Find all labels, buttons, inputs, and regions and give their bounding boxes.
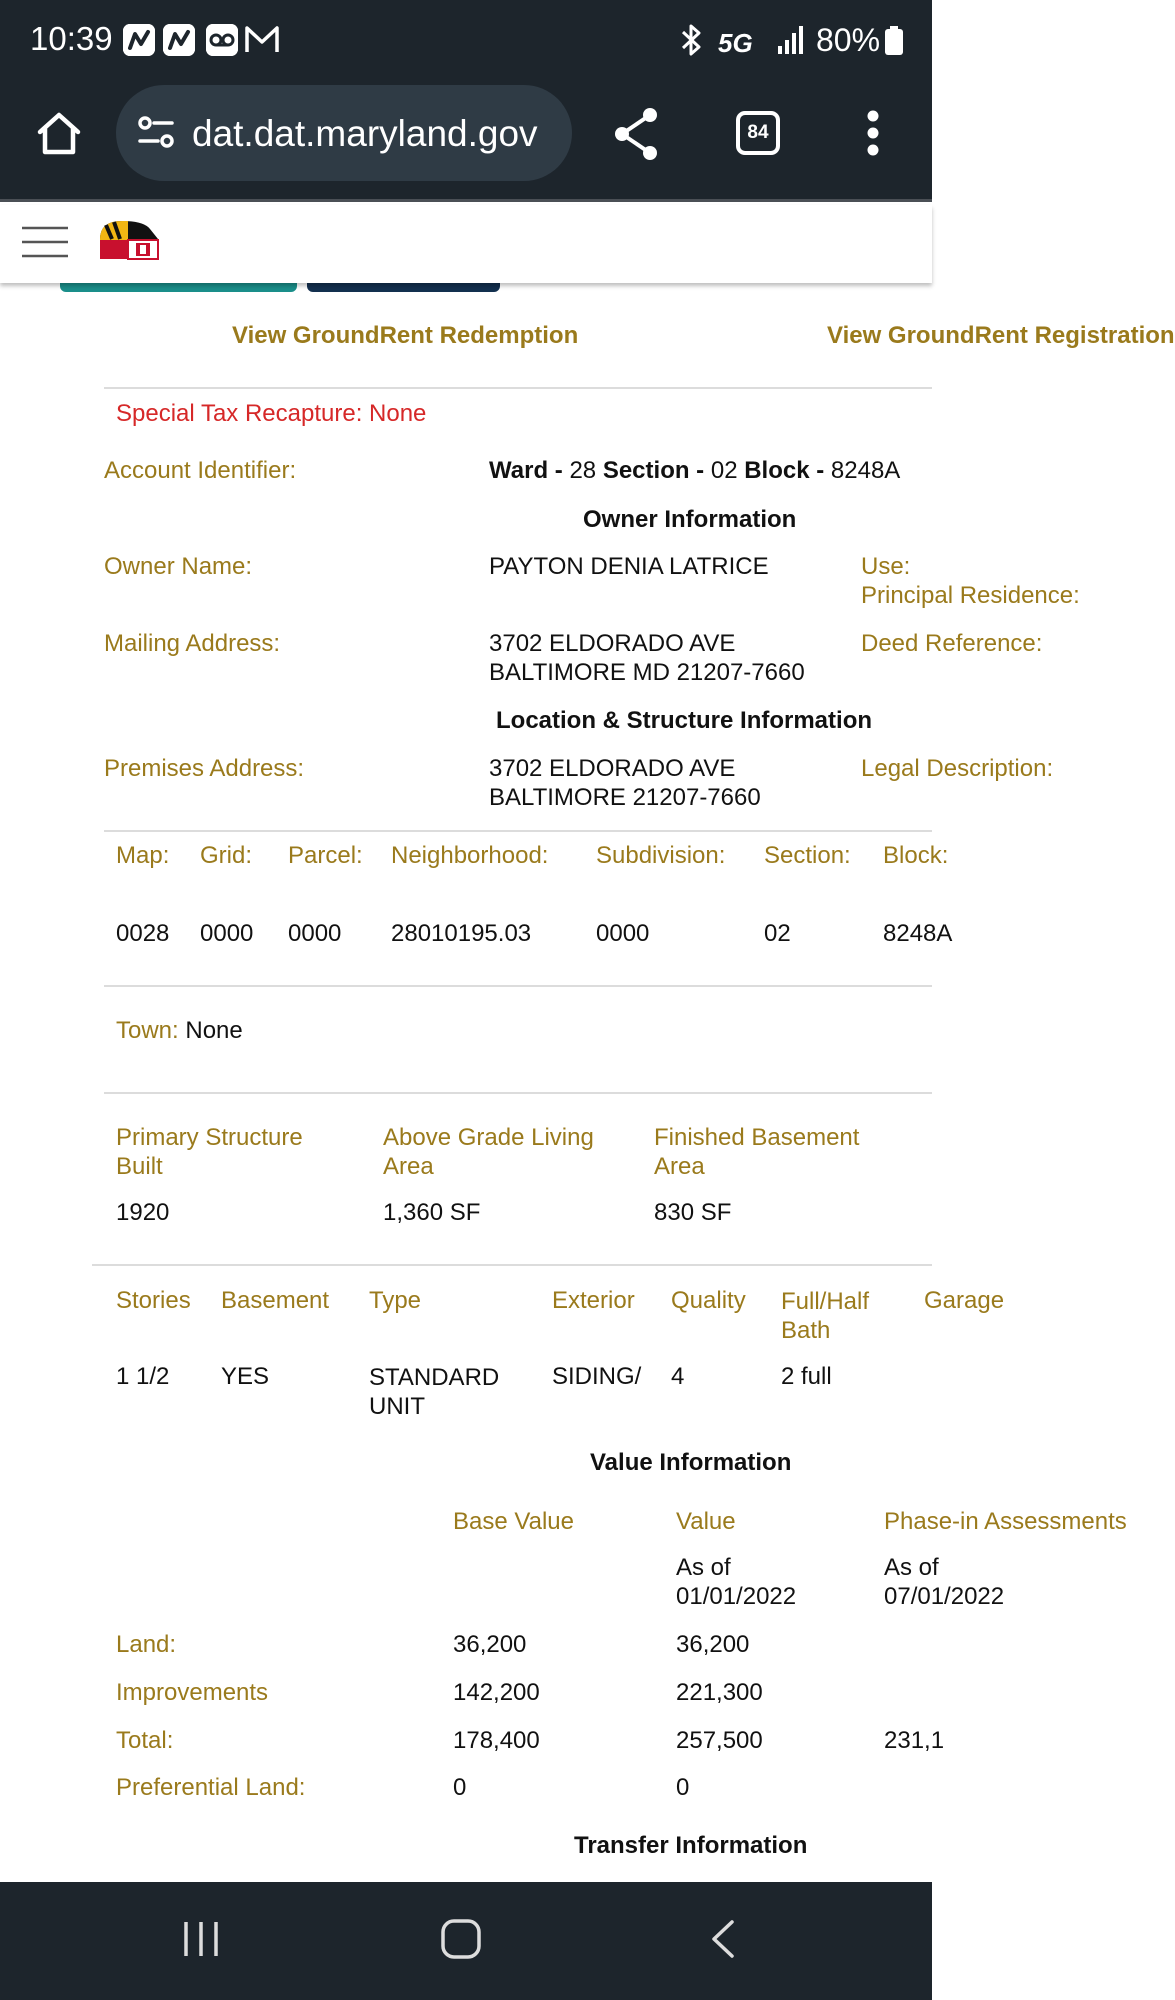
mailing-address-line2: BALTIMORE MD 21207-7660: [489, 659, 805, 686]
view-groundrent-redemption-link[interactable]: View GroundRent Redemption: [232, 322, 579, 349]
divider: [92, 1264, 932, 1266]
address-bar[interactable]: [116, 85, 572, 181]
recent-apps-icon[interactable]: [180, 1918, 222, 1965]
section-label: Section -: [602, 457, 705, 484]
deed-reference-label: Deed Reference:: [861, 630, 1043, 657]
divider: [104, 1092, 932, 1094]
subdivision-header: Subdivision:: [596, 842, 726, 869]
browser-toolbar: [0, 82, 932, 202]
special-tax-recapture: Special Tax Recapture: None: [116, 400, 427, 427]
finished-basement-area-value: 830 SF: [654, 1199, 732, 1226]
owner-name-label: Owner Name:: [104, 553, 253, 580]
garage-header: Garage: [924, 1287, 1005, 1314]
quality-header: Quality: [671, 1287, 746, 1314]
stories-value: 1 1/2: [116, 1363, 170, 1390]
notification-app-icon: [123, 24, 155, 56]
town-row: [116, 1017, 243, 1045]
town-value: None: [185, 1017, 243, 1044]
site-header: [0, 205, 932, 283]
bluetooth-icon: [678, 22, 706, 66]
view-groundrent-registration-link[interactable]: View GroundRent Registration: [827, 322, 1175, 349]
more-vert-icon[interactable]: [866, 110, 880, 161]
hamburger-menu-icon[interactable]: [22, 225, 68, 264]
network-type: 5G: [718, 28, 753, 58]
mailing-address-label: Mailing Address:: [104, 630, 281, 657]
value-header: Value: [676, 1508, 736, 1535]
maryland-flag-logo[interactable]: [92, 215, 164, 270]
parcel-value: 0000: [288, 920, 342, 947]
status-bar: [0, 0, 932, 82]
grid-header: Grid:: [200, 842, 253, 869]
improvements-label: Improvements: [116, 1679, 269, 1706]
stories-header: Stories: [116, 1287, 191, 1314]
tabs-icon[interactable]: 84: [736, 111, 780, 155]
principal-residence-label: Principal Residence:: [861, 582, 1080, 609]
neighborhood-value: 28010195.03: [391, 920, 532, 947]
map-header: Map:: [116, 842, 170, 869]
type-header: Type: [369, 1287, 422, 1314]
parcel-header: Parcel:: [288, 842, 363, 869]
map-value: 0028: [116, 920, 170, 947]
value-information-heading: Value Information: [590, 1449, 792, 1476]
phase-as-of-date: 07/01/2022: [884, 1583, 1005, 1610]
block-value: 8248A: [830, 457, 901, 484]
block-label: Block -: [744, 457, 825, 484]
use-label: Use:: [861, 553, 911, 580]
account-identifier-label: Account Identifier:: [104, 457, 297, 484]
type-value: STANDARD UNIT: [369, 1364, 500, 1420]
signal-icon: [776, 24, 806, 64]
town-label: Town:: [116, 1017, 179, 1044]
neighborhood-header: Neighborhood:: [391, 842, 549, 869]
section-value: 02: [710, 457, 738, 484]
divider: [104, 387, 932, 389]
total-phase-in-value: 231,1: [884, 1727, 945, 1754]
share-icon[interactable]: [612, 106, 662, 167]
system-nav-bar: [0, 1882, 932, 2000]
above-grade-living-area-value: 1,360 SF: [383, 1199, 481, 1226]
phase-as-of-label: As of: [884, 1554, 939, 1581]
land-base-value: 36,200: [453, 1631, 527, 1658]
basement-value: YES: [221, 1363, 270, 1390]
block-header: Block:: [883, 842, 949, 869]
preferential-land-label: Preferential Land:: [116, 1774, 306, 1801]
full-half-bath-value: 2 full: [781, 1363, 832, 1390]
finished-basement-area-header: Finished Basement Area: [654, 1124, 860, 1180]
home-nav-icon[interactable]: [440, 1918, 482, 1965]
exterior-header: Exterior: [552, 1287, 635, 1314]
total-base-value: 178,400: [453, 1727, 540, 1754]
primary-structure-built-value: 1920: [116, 1199, 170, 1226]
premises-address-label: Premises Address:: [104, 755, 305, 782]
legal-description-label: Legal Description:: [861, 755, 1054, 782]
full-half-bath-header: Full/Half Bath: [781, 1288, 870, 1344]
url-text[interactable]: dat.dat.maryland.gov: [192, 113, 538, 154]
above-grade-living-area-header: Above Grade Living Area: [383, 1124, 594, 1180]
total-label: Total:: [116, 1727, 174, 1754]
divider: [104, 830, 932, 832]
account-identifier-value: [489, 457, 900, 485]
phase-in-header: Phase-in Assessments: [884, 1508, 1127, 1535]
basement-header: Basement: [221, 1287, 330, 1314]
transfer-information-heading: Transfer Information: [574, 1832, 808, 1859]
battery-icon: [884, 26, 904, 64]
value-as-of-date: 01/01/2022: [676, 1583, 797, 1610]
location-structure-heading: Location & Structure Information: [496, 707, 873, 734]
primary-structure-built-header: Primary Structure Built: [116, 1124, 303, 1180]
owner-name-value: PAYTON DENIA LATRICE: [489, 553, 769, 580]
grid-value: 0000: [200, 920, 254, 947]
home-icon[interactable]: [34, 108, 84, 163]
total-value: 257,500: [676, 1727, 763, 1754]
base-value-header: Base Value: [453, 1508, 574, 1535]
back-icon[interactable]: [708, 1918, 738, 1965]
notification-app-icon: [163, 24, 195, 56]
owner-information-heading: Owner Information: [583, 506, 797, 533]
improvements-base-value: 142,200: [453, 1679, 540, 1706]
improvements-value: 221,300: [676, 1679, 763, 1706]
gmail-icon: [244, 22, 280, 64]
section-header: Section:: [764, 842, 851, 869]
section-value: 02: [764, 920, 791, 947]
site-settings-icon[interactable]: [136, 113, 176, 158]
preferential-land-base-value: 0: [453, 1774, 467, 1801]
land-label: Land:: [116, 1631, 177, 1658]
subdivision-value: 0000: [596, 920, 650, 947]
mailing-address-line1: 3702 ELDORADO AVE: [489, 630, 736, 657]
premises-address-line2: BALTIMORE 21207-7660: [489, 784, 761, 811]
battery-percent: 80%: [816, 22, 881, 58]
voicemail-icon: [206, 24, 238, 56]
premises-address-line1: 3702 ELDORADO AVE: [489, 755, 736, 782]
land-value: 36,200: [676, 1631, 750, 1658]
ward-label: Ward -: [489, 457, 563, 484]
exterior-value: SIDING/: [552, 1363, 642, 1390]
divider: [104, 985, 932, 987]
preferential-land-value: 0: [676, 1774, 690, 1801]
value-as-of-label: As of: [676, 1554, 731, 1581]
ward-value: 28: [569, 457, 597, 484]
quality-value: 4: [671, 1363, 685, 1390]
block-value: 8248A: [883, 920, 953, 947]
status-time: 10:39: [30, 20, 113, 57]
